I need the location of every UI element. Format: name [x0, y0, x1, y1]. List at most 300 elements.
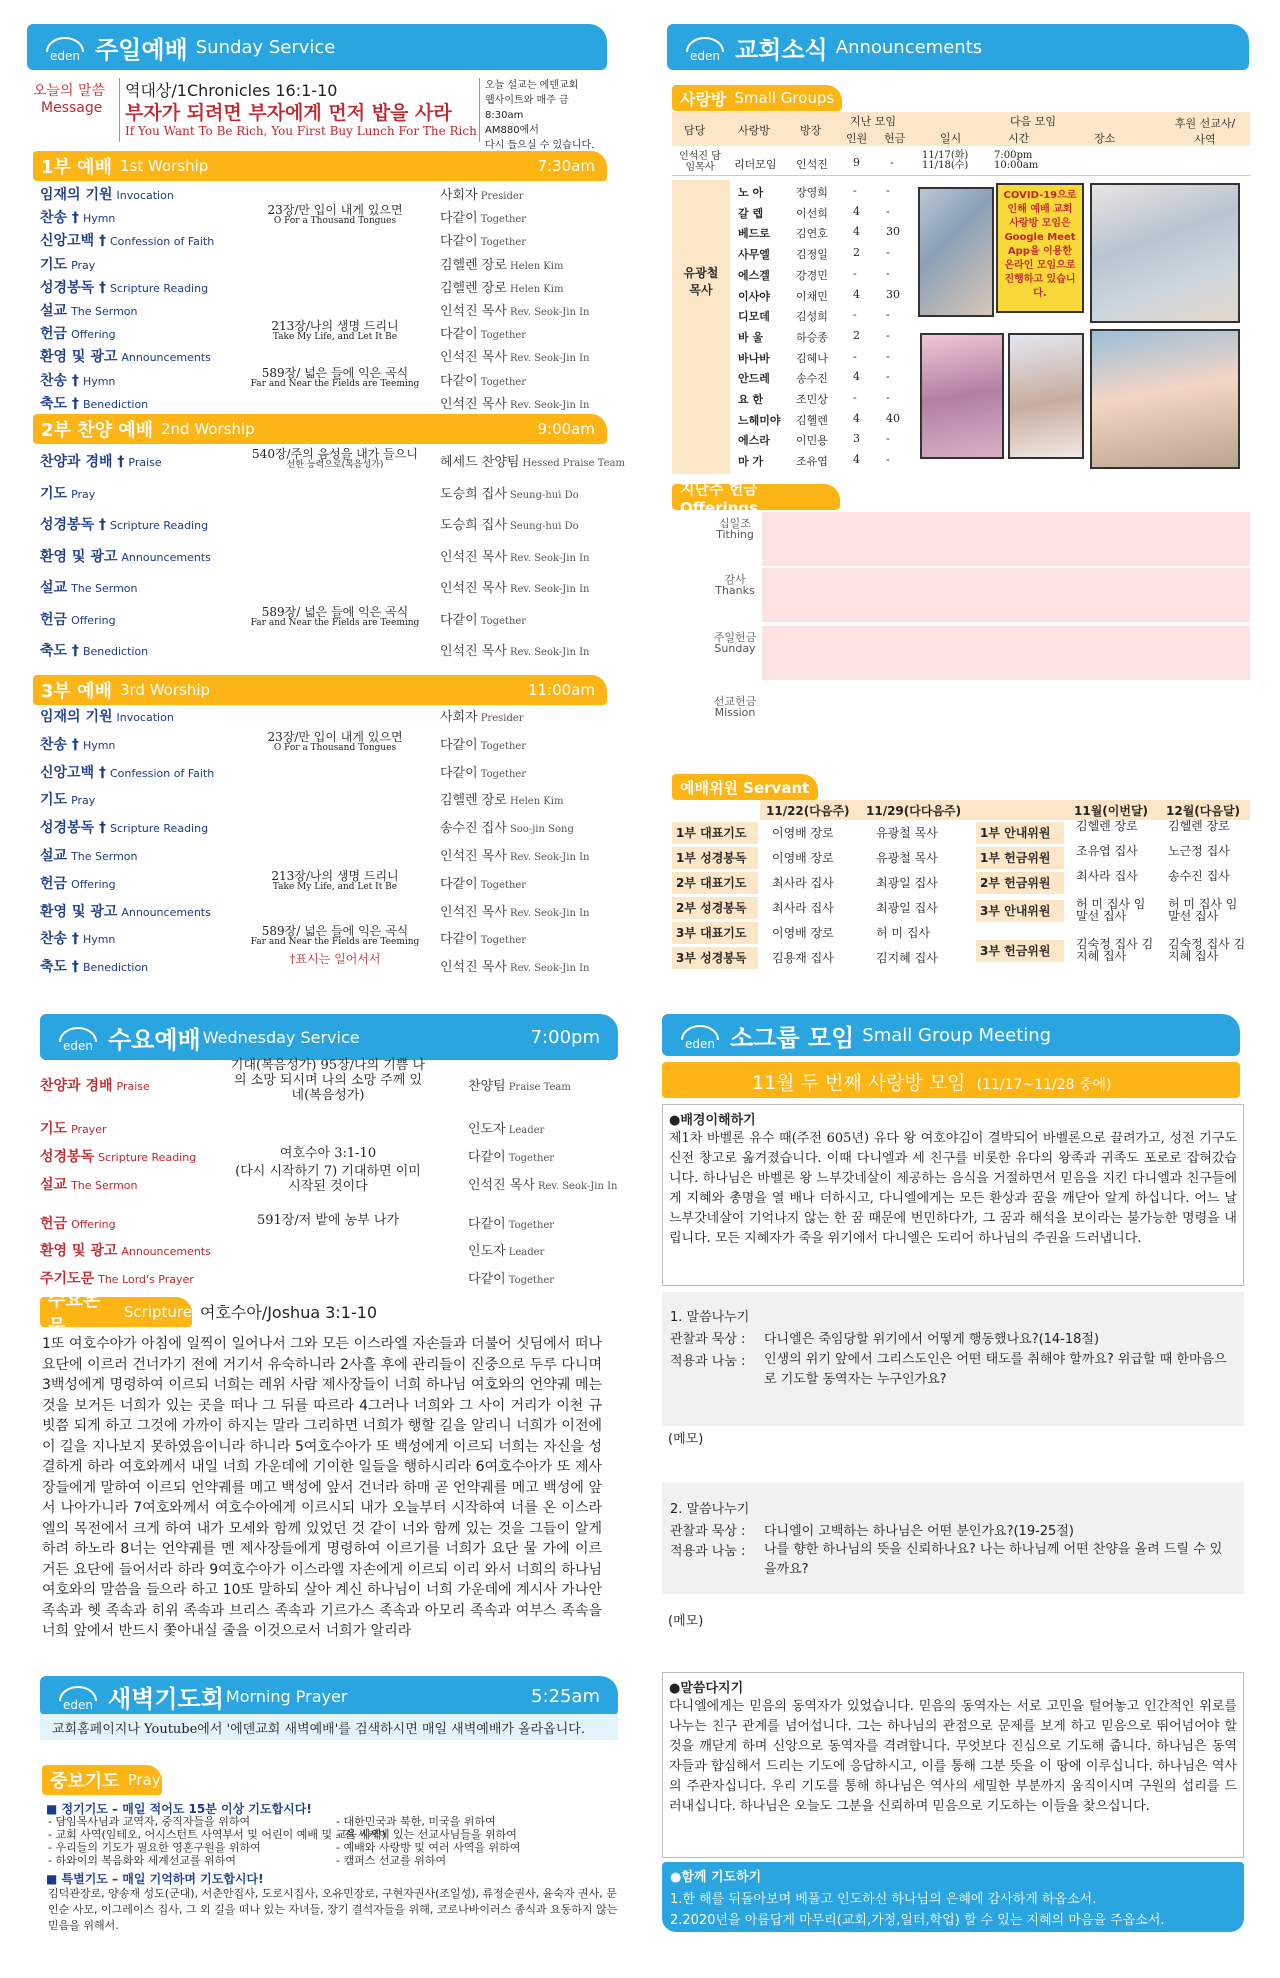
sg-offering: -	[886, 370, 890, 384]
order-person	[468, 1240, 544, 1259]
order-person-en: Together	[480, 879, 527, 891]
offering-label	[700, 574, 770, 596]
sg-host: 장영희	[796, 186, 828, 199]
order-label	[40, 789, 95, 809]
order-person-ko: 다같이	[440, 765, 478, 781]
order-hymn	[225, 448, 445, 470]
order-label	[40, 577, 138, 597]
servant-name: 김용재 집사	[772, 951, 834, 965]
order-label-en: The Lord's Prayer	[98, 1273, 194, 1286]
order-person-ko: 사회자	[440, 710, 478, 725]
servant-name: 김숙정 집사 김지혜 집사	[1168, 937, 1246, 963]
sg-room: 노 아	[738, 186, 764, 199]
order-person-en: Helen Kim	[509, 283, 564, 295]
order-label	[40, 640, 148, 660]
order-label-ko: 신앙고백 †	[40, 764, 106, 781]
order-label	[40, 277, 208, 297]
lead-time: 7:00pm 10:00am	[994, 150, 1039, 171]
sermon-note: 오늘 설교는 에덴교회 웹사이트와 매주 금 8:30am AM880에서 다시 들으실 수 있습니다.	[485, 80, 595, 151]
order-label-ko: 축도 †	[40, 643, 79, 659]
order-label	[40, 817, 208, 837]
order-label-en: Benediction	[82, 645, 149, 658]
lead-count: 9	[853, 156, 860, 169]
dawn-time: 5:25am	[531, 1685, 600, 1707]
order-person-ko: 인석진 목사	[440, 396, 507, 412]
order-person-ko: 도승희 집사	[440, 518, 507, 533]
order-person-en: Rev. Seok-Jin In	[509, 907, 590, 919]
order-person	[440, 546, 589, 565]
order-hymn	[225, 731, 445, 753]
sg-offering: 30	[886, 287, 900, 301]
order-label-en: Pray	[71, 794, 96, 808]
sg-offering: 40	[886, 411, 900, 425]
order-label	[40, 230, 214, 250]
servant-name: 허 미 집사	[876, 926, 930, 940]
order-person	[440, 577, 589, 596]
order-person-en: Together	[480, 935, 527, 947]
sg-host: 송수진	[796, 372, 828, 386]
dawn-title: 새벽기도회	[108, 1684, 224, 1713]
servant-name: 최사라 집사	[1076, 869, 1138, 883]
divider	[479, 78, 480, 142]
servant-role: 2부 대표기도	[676, 876, 747, 890]
servant-role: 1부 성경봉독	[676, 851, 747, 865]
order-person-en: Together	[480, 768, 527, 780]
offering-cell	[762, 568, 1250, 622]
sg-room: 느헤미야	[738, 413, 781, 427]
order-person-en: Rev. Seok-Jin In	[537, 1181, 618, 1192]
order-label-en: Benediction	[82, 961, 149, 975]
col-head: 장소	[1094, 132, 1116, 145]
sg-count: 4	[853, 287, 860, 301]
order-hymn-en: O For a Thousand Tongues	[273, 216, 397, 227]
order-label	[40, 1268, 194, 1288]
sg-room: 요 한	[738, 393, 764, 406]
order-label	[40, 207, 115, 227]
order-person-ko: 인석진 목사	[440, 904, 507, 920]
daily-prayer-left: - 담임목사님과 교역자, 중직자들을 위하여 - 교회 사역(임테오, 어시스턴트 사역부서 및 어린이 예배 및 교육 사역) - 우리들의 기도가 필요한 영혼구원을 위하여 - 하와이의 복음화와 세계선교를 위하여	[48, 1815, 386, 1867]
order-hymn-title: 213장/나의 생명 드리니	[271, 319, 399, 334]
sg-offering: -	[886, 391, 890, 404]
order-person	[440, 277, 563, 296]
second-worship-header: 2부 찬양 예배 2nd Worship 9:00am	[33, 414, 607, 444]
order-hymn-title: 23장/만 입이 내게 있으면	[267, 203, 403, 218]
col-head: 후원 선교사/사역	[1174, 117, 1236, 146]
sg-offering: -	[886, 266, 890, 280]
order-label-en: Offering	[71, 328, 116, 342]
wednesday-header	[40, 1014, 618, 1060]
special-prayer-title: ■ 특별기도 – 매일 기억하며 기도합시다!	[46, 1872, 264, 1886]
sg-count: 2	[853, 328, 860, 342]
order-person-ko: 다같이	[440, 373, 478, 389]
order-label-en: Hymn	[82, 374, 116, 388]
order-person-ko: 김헬렌 장로	[440, 257, 507, 273]
order-label-ko: 찬양과 경배	[40, 1078, 113, 1094]
order-label-en: Scripture Reading	[109, 281, 209, 295]
order-person-en: Together	[508, 1220, 555, 1231]
sg-count: 4	[853, 411, 860, 425]
offering-label-ko: 감사	[724, 573, 746, 586]
servant-role: 1부 안내위원	[980, 826, 1051, 840]
offering-label-en: Mission	[714, 706, 756, 719]
svg-text:eden: eden	[685, 1037, 715, 1051]
servant-name: 최사라 집사	[772, 901, 834, 915]
sermon-title: 부자가 되려면 부자에게 먼저 밥을 사라	[125, 102, 452, 124]
lead-group: 리더모임	[734, 158, 777, 171]
servant-name: 이영배 장로	[772, 826, 834, 840]
order-hymn: 기대(복음성가) 95장/나의 기쁨 나의 소망 되시며 나의 소망 주께 있네(복음성가)	[230, 1058, 426, 1103]
order-person	[440, 207, 526, 226]
col-head: 헌금	[884, 132, 906, 145]
sg-room: 에스라	[738, 434, 770, 448]
offering-label-en: Thanks	[715, 584, 755, 597]
servant-name: 최사라 집사	[772, 876, 834, 890]
sg-count: -	[853, 308, 857, 322]
order-label	[40, 300, 138, 320]
servant-col: 11/29(다다음주)	[866, 804, 962, 818]
sg-offering: -	[886, 328, 890, 342]
order-label-ko: 임재의 기원	[40, 709, 113, 725]
order-label-en: The Sermon	[71, 582, 138, 595]
order-person-ko: 인석진 목사	[440, 549, 507, 565]
order-hymn-en: Far and Near the Fields are Teeming	[250, 378, 420, 389]
sg-room: 안드레	[738, 372, 770, 386]
order-label-en: Invocation	[116, 711, 174, 724]
first-worship-header: 1부 예배 1st Worship 7:30am	[33, 151, 607, 181]
offering-label-en: Tithing	[716, 528, 754, 541]
order-person-en: Soo-jin Song	[509, 824, 574, 836]
lead-offering: -	[890, 156, 894, 169]
order-hymn	[225, 367, 445, 389]
offering-cell	[762, 626, 1250, 680]
order-person	[440, 370, 526, 389]
order-person-ko: 인석진 목사	[440, 960, 507, 976]
eden-logo-icon	[56, 1020, 100, 1054]
servant-name: 이영배 장로	[772, 926, 834, 940]
order-label	[40, 873, 116, 893]
sg-host: 김정일	[796, 248, 828, 262]
order-person-en: Together	[480, 615, 527, 627]
sg-offering: -	[886, 432, 890, 446]
sg-room: 바 울	[738, 330, 764, 344]
order-person-ko: 인석진 목사	[440, 304, 507, 319]
svg-text:eden: eden	[63, 1698, 93, 1712]
order-hymn: 여호수아 3:1-10	[279, 1146, 377, 1161]
sg-room: 갈 렙	[738, 206, 764, 220]
order-hymn-title: 589장/ 넓은 들에 익은 곡식	[261, 604, 409, 619]
col-head: 사랑방	[738, 124, 770, 137]
order-person-en: Rev. Seok-Jin In	[509, 584, 590, 595]
order-person	[468, 1213, 554, 1232]
order-hymn: 591장/저 밭에 농부 나가	[256, 1213, 400, 1228]
order-person	[468, 1268, 554, 1287]
order-label-en: Invocation	[116, 189, 174, 202]
eden-logo-icon	[43, 30, 87, 64]
pray-together-box: ●함께 기도하기 1.한 해를 뒤돌아보며 베풀고 인도하신 하나님의 은혜에 감사하게 하옵소서. 2.2020년을 아름답게 마무리(교회,가정,일터,학업) 할 수 있는 지혜의 마음을 주옵소서.	[662, 1862, 1244, 1932]
order-person-en: Rev. Seok-Jin In	[509, 647, 590, 658]
order-person-ko: 도승희 집사	[440, 486, 507, 502]
small-group-header	[662, 1014, 1240, 1056]
order-label-ko: 성경봉독	[40, 1149, 95, 1165]
order-person	[440, 762, 526, 781]
sg-host: 이선희	[796, 206, 828, 220]
photo-image	[918, 187, 994, 317]
sunday-title-en: Sunday Service	[195, 36, 336, 58]
sg-count: -	[853, 184, 857, 197]
order-label-en: Announcements	[121, 1245, 211, 1258]
sg-count: 3	[853, 432, 860, 446]
scripture-ref: 여호수아/Joshua 3:1-10	[200, 1303, 378, 1322]
announcements-title: 교회소식	[735, 35, 828, 64]
sunday-title: 주일예배	[95, 35, 188, 64]
order-label-ko: 성경봉독 †	[40, 279, 106, 296]
order-person-en: Together	[480, 330, 527, 342]
servant-role: 3부 헌금위원	[980, 944, 1051, 958]
sg-offering: -	[886, 184, 890, 197]
sg-room: 사무엘	[738, 248, 770, 262]
order-person	[440, 845, 589, 864]
order-label	[40, 346, 211, 366]
order-label	[40, 514, 208, 534]
order-person-en: Leader	[508, 1247, 545, 1258]
order-label	[40, 1213, 116, 1233]
background-box: ●배경이해하기 제1차 바벨론 유수 때(주전 605년) 유다 왕 여호야김이 결박되어 바벨론으로 끌려가고, 성전 기구도 신전 창고로 옮겨졌습니다. 이때 다니엘과 세 친구를 비롯한 유다의 왕족과 귀족도 포로로 잡혀갔습니다. 하나님은 바벨론 왕 느부갓네살이 제공하는 음식을 거절하면서 믿음을 지킨 다니엘과 친구들에게 지혜와 총명을 열 배나 더하시고, 다니엘에게는 모든 환상과 꿈을 깨닫아 알게 하십니다. 어느 날 느부갓네살이 기억나지 않는 한 꿈 때문에 번민하다가, 그 꿈과 해석을 보이라는 불가능한 명령을 내립니다. 모든 지혜자가 죽을 위기에서 다니엘은 도리어 하나님의 주권을 드러냅니다.	[662, 1104, 1244, 1286]
photo-collage	[918, 183, 1240, 473]
order-label-en: The Sermon	[71, 850, 138, 863]
servant-name: 허 미 집사 임말선 집사	[1168, 897, 1238, 923]
order-label-ko: 임재의 기원	[40, 187, 113, 203]
order-label-ko: 헌금	[40, 611, 68, 628]
order-hymn-title: 589장/ 넓은 들에 익은 곡식	[261, 365, 409, 380]
order-label	[40, 1146, 196, 1166]
sg-host: 김연호	[796, 227, 828, 241]
order-person	[440, 483, 579, 502]
order-person-ko: 다같이	[440, 876, 478, 892]
servant-role: 3부 안내위원	[980, 904, 1051, 918]
col-head: 방장	[800, 124, 822, 137]
order-person-en: Rev. Seok-Jin In	[509, 963, 590, 975]
order-label-en: Announcements	[121, 905, 211, 919]
order-label-en: Pray	[71, 487, 96, 501]
order-person-ko: 다같이	[440, 612, 478, 628]
sg-host: 하승종	[796, 330, 828, 344]
order-person-ko: 다같이	[468, 1217, 506, 1232]
order-label-en: Offering	[71, 613, 116, 627]
order-label-ko: 설교	[40, 848, 68, 864]
small-group-title-en: Small Group Meeting	[862, 1024, 1052, 1046]
order-label	[40, 1174, 138, 1194]
lead-label: 인석진 담임목사	[679, 151, 721, 173]
col-head: 시간	[1008, 132, 1030, 145]
sg-offering: -	[886, 453, 890, 467]
dawn-title-en: Morning Prayer	[225, 1686, 348, 1706]
sg-offering: -	[886, 204, 890, 218]
sg-count: -	[853, 266, 857, 280]
order-label-en: Announcements	[121, 550, 211, 564]
order-label-en: Scripture Reading	[109, 519, 209, 532]
order-person	[440, 230, 526, 249]
svg-text:eden: eden	[690, 49, 720, 63]
side-cell	[672, 180, 730, 474]
order-label-en: Announcements	[121, 351, 211, 365]
small-group-subtitle: 11월 두 번째 사랑방 모임 (11/17~11/28 중에)	[662, 1062, 1240, 1098]
closing-box: ●말씀다지기 다니엘에게는 믿음의 동역자가 있었습니다. 믿음의 동역자는 서로 고민을 털어놓고 인간적인 위로를 나누는 친구 관계를 넘어섭니다. 그는 하나님의 관점으로 문제를 보게 하고 믿음으로 뛰어넘어야 할 것을 깨닫게 하며 신앙으로 동역자를 격려합니다. 무엇보다 진심으로 기도해 줍니다. 하나님은 동역자들과 합심해서 드리는 기도에 응답하시고, 이를 통해 그분 뜻을 이 땅에 이루십니다. 하나님은 역사의 주관자십니다. 우리 기도를 통해 하나님은 역사의 세밀한 부분까지 움직이시며 구원의 섭리를 드러내십니다. 하나님은 오늘도 그분을 신뢰하며 믿음으로 기도하는 이들을 찾으십니다.	[662, 1672, 1244, 1858]
order-person	[440, 323, 526, 342]
order-person	[440, 817, 574, 836]
order-person-en: Presider	[480, 713, 524, 724]
sg-room: 이사야	[738, 289, 770, 303]
order-label-ko: 설교	[40, 580, 68, 596]
order-label-en: Hymn	[82, 212, 116, 226]
order-person	[440, 346, 589, 365]
order-person-en: Rev. Seok-Jin In	[509, 852, 590, 863]
order-person	[468, 1075, 571, 1094]
order-label	[40, 956, 148, 976]
order-hymn-en: Take My Life, and Let It Be	[272, 332, 398, 343]
order-person-en: Helen Kim	[509, 260, 564, 272]
sg-host: 이민용	[796, 434, 828, 448]
order-person-en: Rev. Seok-Jin In	[509, 353, 590, 365]
order-person-ko: 다같이	[468, 1150, 506, 1165]
order-person-ko: 인석진 목사	[440, 581, 507, 596]
servant-name: 노근정 집사	[1168, 844, 1230, 858]
message-block	[27, 78, 607, 151]
order-person-ko: 사회자	[440, 188, 478, 203]
order-person	[468, 1174, 617, 1193]
order-label-ko: 신앙고백 †	[40, 233, 106, 250]
order-person-en: Together	[508, 1153, 555, 1164]
sg-count: 4	[853, 225, 860, 239]
order-person-en: Together	[480, 376, 527, 388]
order-hymn	[225, 204, 445, 226]
order-person	[468, 1118, 544, 1137]
eden-logo-icon	[56, 1679, 100, 1713]
order-label-ko: 환영 및 광고	[40, 1243, 118, 1259]
servant-name: 김숙정 집사 김지혜 집사	[1076, 937, 1154, 963]
order-person-ko: 인석진 목사	[440, 849, 507, 864]
order-person	[440, 734, 526, 753]
sg-host: 이채민	[796, 289, 828, 303]
sg-count: 4	[853, 453, 860, 467]
order-person-ko: 송수진 집사	[440, 821, 507, 837]
sg-count: 4	[853, 370, 860, 384]
order-person-en: Seung-hui Do	[509, 521, 579, 532]
special-prayer-text: 김덕관장로, 양송재 성도(군대), 서춘안집사, 도로시집사, 오유민장로, 구현자권사(조일성), 류정순권사, 윤숙자 권사, 문인순 사모, 이그레이스 집사, 그 외 길을 떠나 있는 자녀들, 장기 결석자들을 위해, 코로나바이러스 종식과 요동하지 않는 믿음을 위해서.	[48, 1887, 618, 1932]
sg-room: 에스겔	[738, 268, 770, 282]
order-label-ko: 찬송 †	[40, 210, 79, 227]
order-person-ko: 다같이	[440, 737, 478, 753]
sg-room: 마 가	[738, 455, 764, 469]
col-head: 담당	[684, 124, 706, 137]
order-hymn-en: Far and Near the Fields are Teeming	[250, 937, 420, 948]
offering-label-ko: 선교헌금	[713, 695, 757, 708]
order-label-ko: 환영 및 광고	[40, 349, 118, 366]
servant-name: 유광철 목사	[876, 851, 938, 865]
order-person-en: Leader	[508, 1125, 545, 1136]
servant-name: 이영배 장로	[772, 851, 834, 865]
lead-date: 11/17(화) 11/18(수)	[922, 150, 969, 171]
order-person	[440, 873, 526, 892]
order-person-ko: 헤세드 찬양팀	[440, 455, 520, 470]
order-label-en: Offering	[71, 1218, 116, 1231]
photo-image	[1008, 333, 1084, 459]
order-label	[40, 734, 115, 754]
order-person-en: Rev. Seok-Jin In	[509, 307, 590, 318]
order-person-ko: 다같이	[440, 327, 478, 343]
third-worship-header: 3부 예배 3rd Worship 11:00am	[33, 675, 607, 705]
order-label-ko: 주기도문	[40, 1271, 95, 1287]
small-group-title: 소그룹 모임	[730, 1023, 855, 1052]
order-label-en: Scripture Reading	[109, 822, 209, 836]
order-label	[40, 451, 162, 471]
small-groups-header: 사랑방 Small Groups	[672, 85, 842, 111]
dawn-header	[40, 1676, 618, 1716]
order-person-ko: 인석진 목사	[468, 1178, 535, 1193]
order-label-en: Pray	[71, 258, 96, 272]
order-person-en: Helen Kim	[509, 796, 564, 808]
servant-name: 김헬렌 장로	[1168, 819, 1230, 833]
servant-name: 최광일 집사	[876, 901, 938, 915]
photo-image	[1090, 183, 1240, 323]
scripture-text: 1또 여호수아가 아침에 일찍이 일어나서 그와 모든 이스라엘 자손들과 더불어 싯딤에서 떠나 요단에 이르러 건너가기 전에 거기서 유숙하니라 2사흘 후에 관리들이 진중으로 두루 다니며 3백성에게 명령하여 이르되 너희는 레위 사람 제사장들이 너희 하나님 여호와의 언약궤 메는 것을 보거든 너희가 있는 곳을 떠나 그 뒤를 따르라 4그러나 너희와 그 사이 거리가 이천 규빗쯤 되게 하고 그것에 가까이 하지는 말라 그리하면 너희가 행할 길을 알리니 너희가 이전에 이 길을 지나보지 못하였음이니라 하니라 5여호수아가 또 백성에게 이르되 너희는 자신을 성결하게 하라 여호와께서 내일 너희 가운데에 기이한 일들을 행하시리라 6여호수아가 또 제사장들에게 말하여 이르되 언약궤를 메고 백성에 앞서 건너라 하매 곧 언약궤를 메고 백성에 앞서 나아가니라 7여호와께서 여호수아에게 이르시되 내가 오늘부터 시작하여 너를 온 이스라엘의 목전에서 크게 하여 내가 모세와 함께 있었던 것 같이 너와 함께 있는 것을 그들이 알게 하려 하노라 8너는 언약궤를 멘 제사장들에게 명령하여 이르기를 너희가 요단 물 가에 이르거든 요단에 들어서라 하라 9여호수아가 이스라엘 자손에게 이르되 이리 와서 너희의 하나님 여호와의 말씀을 들으라 하고 10또 말하되 살아 계신 하나님이 너희 가운데에 계시사 가나안 족속과 헷 족속과 히위 족속과 브리스 족속과 기르가스 족속과 아모리 족속과 여부스 족속을 너희 앞에서 반드시 쫓아내실 줄을 이것으로서 너희가 알리라	[42, 1336, 602, 1639]
order-hymn-title: 589장/ 넓은 들에 익은 곡식	[261, 924, 409, 939]
order-label-ko: 축도 †	[40, 959, 79, 976]
servant-name: 유광철 목사	[876, 826, 938, 840]
order-person-en: Presider	[480, 191, 524, 202]
sg-host: 조민상	[796, 393, 828, 406]
col-head: 다음 모임	[1010, 115, 1057, 128]
order-person	[440, 300, 589, 319]
order-label-en: Praise	[116, 1080, 150, 1093]
order-label-ko: 성경봉독 †	[40, 517, 106, 533]
sg-count: -	[853, 349, 857, 363]
order-label-en: Praise	[128, 456, 162, 469]
servant-name: 김헬렌 장로	[1076, 819, 1138, 833]
photo-image	[920, 333, 1004, 459]
order-label-ko: 축도 †	[40, 395, 79, 412]
order-label	[40, 928, 115, 948]
order-label-ko: 설교	[40, 303, 68, 319]
order-hymn-en: Take My Life, and Let It Be	[272, 881, 398, 892]
order-label	[40, 483, 95, 503]
order-person	[440, 393, 589, 412]
divider	[119, 78, 120, 142]
offerings-header: 지난주 헌금 Offerings	[672, 484, 840, 510]
sermon-title-en: If You Want To Be Rich, You First Buy Lunch For The Rich	[125, 124, 477, 138]
order-person	[440, 514, 579, 533]
servant-col: 12월(다음달)	[1166, 804, 1241, 818]
order-hymn	[225, 953, 445, 966]
order-hymn-en: 선한 능력으로(복음성가)	[286, 460, 384, 470]
message-label-en: Message	[41, 100, 103, 116]
servant-header: 예배위원 Servant	[672, 774, 818, 800]
servant-role: 1부 대표기도	[676, 826, 747, 840]
order-person-ko: 인석진 목사	[440, 644, 507, 659]
pray-header: 중보기도 Pray	[42, 1765, 162, 1795]
order-label-en: The Sermon	[71, 305, 138, 318]
order-label-ko: 기도	[40, 1121, 68, 1137]
order-person-ko: 다같이	[440, 234, 478, 250]
servant-col: 11/22(다음주)	[766, 804, 850, 818]
wednesday-title-en: Wednesday Service	[202, 1027, 360, 1047]
order-person	[440, 901, 589, 920]
order-hymn	[225, 606, 445, 628]
sg-offering: -	[886, 308, 890, 322]
offering-label	[700, 632, 770, 654]
dawn-notice: 교회홈페이지나 Youtube에서 '에덴교회 새벽예배'를 검색하시면 매일 새벽예배가 올라옵니다.	[40, 1714, 618, 1740]
order-person-ko: 인도자	[468, 1122, 506, 1137]
servant-role: 3부 성경봉독	[676, 951, 747, 965]
